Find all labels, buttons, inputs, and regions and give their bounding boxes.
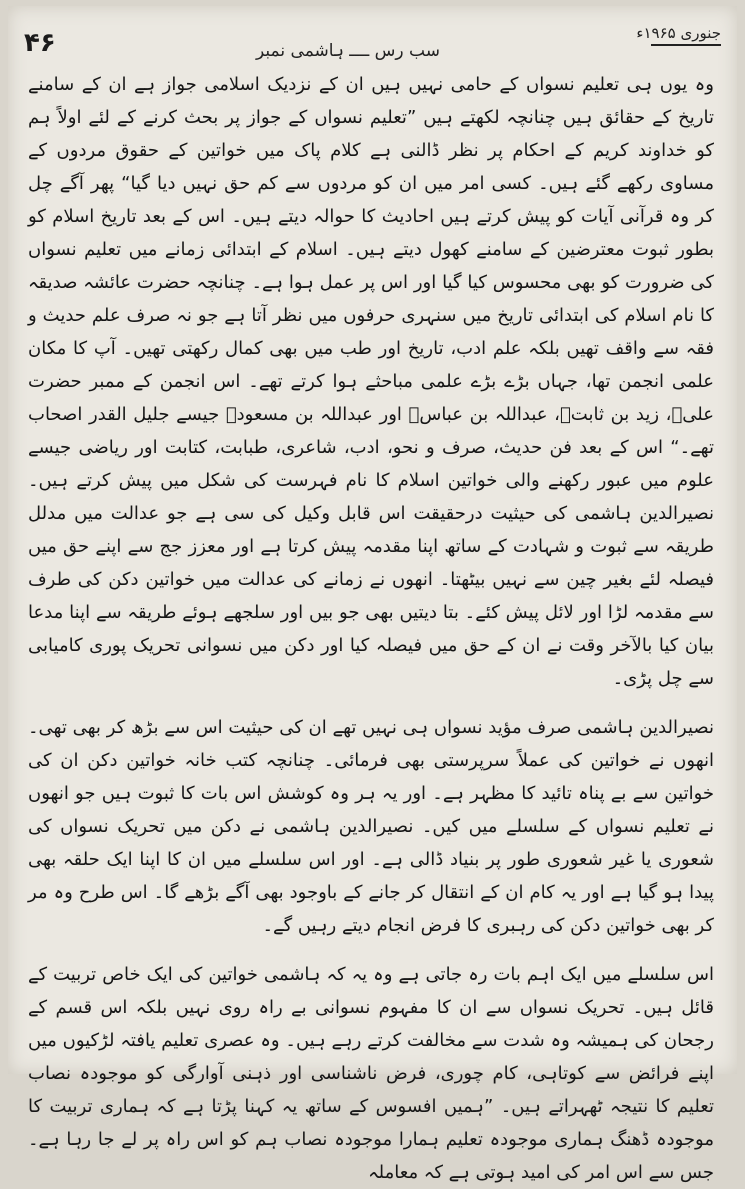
date-underline bbox=[651, 44, 721, 46]
scanned-page bbox=[8, 6, 737, 1183]
page-header bbox=[8, 6, 737, 66]
page-number: ۴۶ bbox=[24, 28, 56, 58]
article-body bbox=[28, 68, 714, 1189]
paragraph: نصیرالدین ہاشمی صرف مؤید نسواں ہی نہیں تھے ان کی حیثیت اس سے بڑھ کر بھی تھی۔ انھوں نے خواتین کی عملاً سرپرستی بھی فرمائی۔ چنانچہ کتب خانہ خواتین دکن ان کی خواتین سے بے پناہ تائید کا مظہر ہے۔ اور یہ ہر وہ کوشش اس بات کا ثبوت ہیں جو انھوں نے تعلیم نسواں کے سلسلے میں کیں۔ نصیرالدین ہاشمی نے دکن میں تحریک نسواں کی شعوری یا غیر شعوری طور پر بنیاد ڈالی ہے۔ اور اس سلسلے میں ان کا اپنا ایک حلقہ بھی پیدا ہو گیا ہے اور یہ کام ان کے انتقال کر جانے کے باوجود بھی آگے بڑھے گا۔ اس طرح وہ مر کر بھی خواتین دکن کی رہبری کا فرض انجام دیتے رہیں گے۔ bbox=[28, 717, 715, 936]
issue-date-text: جنوری ۱۹۶۵ء bbox=[636, 24, 721, 42]
paragraph: وہ یوں ہی تعلیم نسواں کے حامی نہیں ہیں ان کے نزدیک اسلامی جواز ہے ان کے سامنے تاریخ کے حقائق ہیں چنانچہ لکھتے ہیں ”تعلیم نسواں کے جواز پر بحث کرنے کے لئے اولاً ہم کو خداوند کریم کے احکام پر نظر ڈالنی ہے کلام پاک میں خواتین کے حقوق مردوں کے مساوی رکھے گئے ہیں۔ کسی امر میں ان کو مردوں سے کم حق نہیں دیا گیا“ پھر آگے چل کر وہ قرآنی آیات کو پیش کرتے ہیں احادیث کا حوالہ دیتے ہیں۔ اس کے بعد تاریخ اسلام کو بطور ثبوت معترضین کے سامنے کھول دیتے ہیں۔ اسلام کے ابتدائی زمانے میں تعلیم نسواں کی ضرورت کو بھی محسوس کیا گیا اور اس پر عمل ہوا ہے۔ چنانچہ حضرت عائشہ صدیقہ کا نام اسلام کی ابتدائی تاریخ میں سنہری حرفوں میں نظر آتا ہے جو نہ صرف علم حدیث و فقہ سے واقف تھیں بلکہ علم ادب، تاریخ اور طب میں بھی کمال رکھتی تھیں۔ آپ کا مکان علمی انجمن تھا، جہاں بڑے بڑے علمی مباحثے ہوا کرتے تھے۔ اس انجمن کے ممبر حضرت علیؓ، زید بن ثابتؓ، عبداللہ بن عباسؓ اور عبداللہ بن مسعودؓ جیسے جلیل القدر اصحاب تھے۔“ اس کے بعد فن حدیث، صرف و نحو، ادب، شاعری، طبابت، کتابت اور ریاضی جیسے علوم میں عبور رکھنے والی خواتین اسلام کا نام فہرست کی شکل میں پیش کرتے ہیں۔ نصیرالدین ہاشمی کی حیثیت درحقیقت اس قابل وکیل کی سی ہے جو عدالت میں مدلل طریقہ سے ثبوت و شہادت کے ساتھ اپنا مقدمہ پیش کرتا ہے اور معزز جج سے اپنے حق میں فیصلہ لئے بغیر چین سے نہیں بیٹھتا۔ انھوں نے زمانے کی عدالت میں خواتین دکن کی طرف سے مقدمہ لڑا اور لائل پیش کئے۔ بتا دیتیں بھی جو بیں اور سلجھے ہوئے طریقہ سے اپنا مدعا بیان کیا بالآخر وقت نے ان کے حق میں فیصلہ کیا اور دکن میں نسوانی تحریک پوری کامیابی سے چل پڑی۔ bbox=[28, 74, 714, 689]
issue-date bbox=[636, 24, 721, 46]
running-title: سب رس ــــ ہاشمی نمبر bbox=[256, 41, 440, 61]
paragraph: اس سلسلے میں ایک اہم بات رہ جاتی ہے وہ یہ کہ ہاشمی خواتین کی ایک خاص تربیت کے قائل ہیں۔ تحریک نسواں سے ان کا مفہوم نسوانی بے راہ روی نہیں بلکہ اس قسم کے رجحان کی ہمیشہ وہ شدت سے مخالفت کرتے رہے ہیں۔ وہ عصری تعلیم یافتہ لڑکیوں میں اپنے فرائض سے کوتاہی، کام چوری، فرض ناشناسی اور ذہنی آوارگی کو موجودہ نصاب تعلیم کا نتیجہ ٹھہراتے ہیں۔ ”ہمیں افسوس کے ساتھ یہ کہنا پڑتا ہے کہ ہماری تربیت کا موجودہ ڈھنگ ہماری موجودہ تعلیم ہمارا موجودہ نصاب ہم کو اس راہ پر لے جا رہا ہے۔ جس سے اس امر کی امید ہوتی ہے کہ معاملہ bbox=[28, 964, 714, 1183]
